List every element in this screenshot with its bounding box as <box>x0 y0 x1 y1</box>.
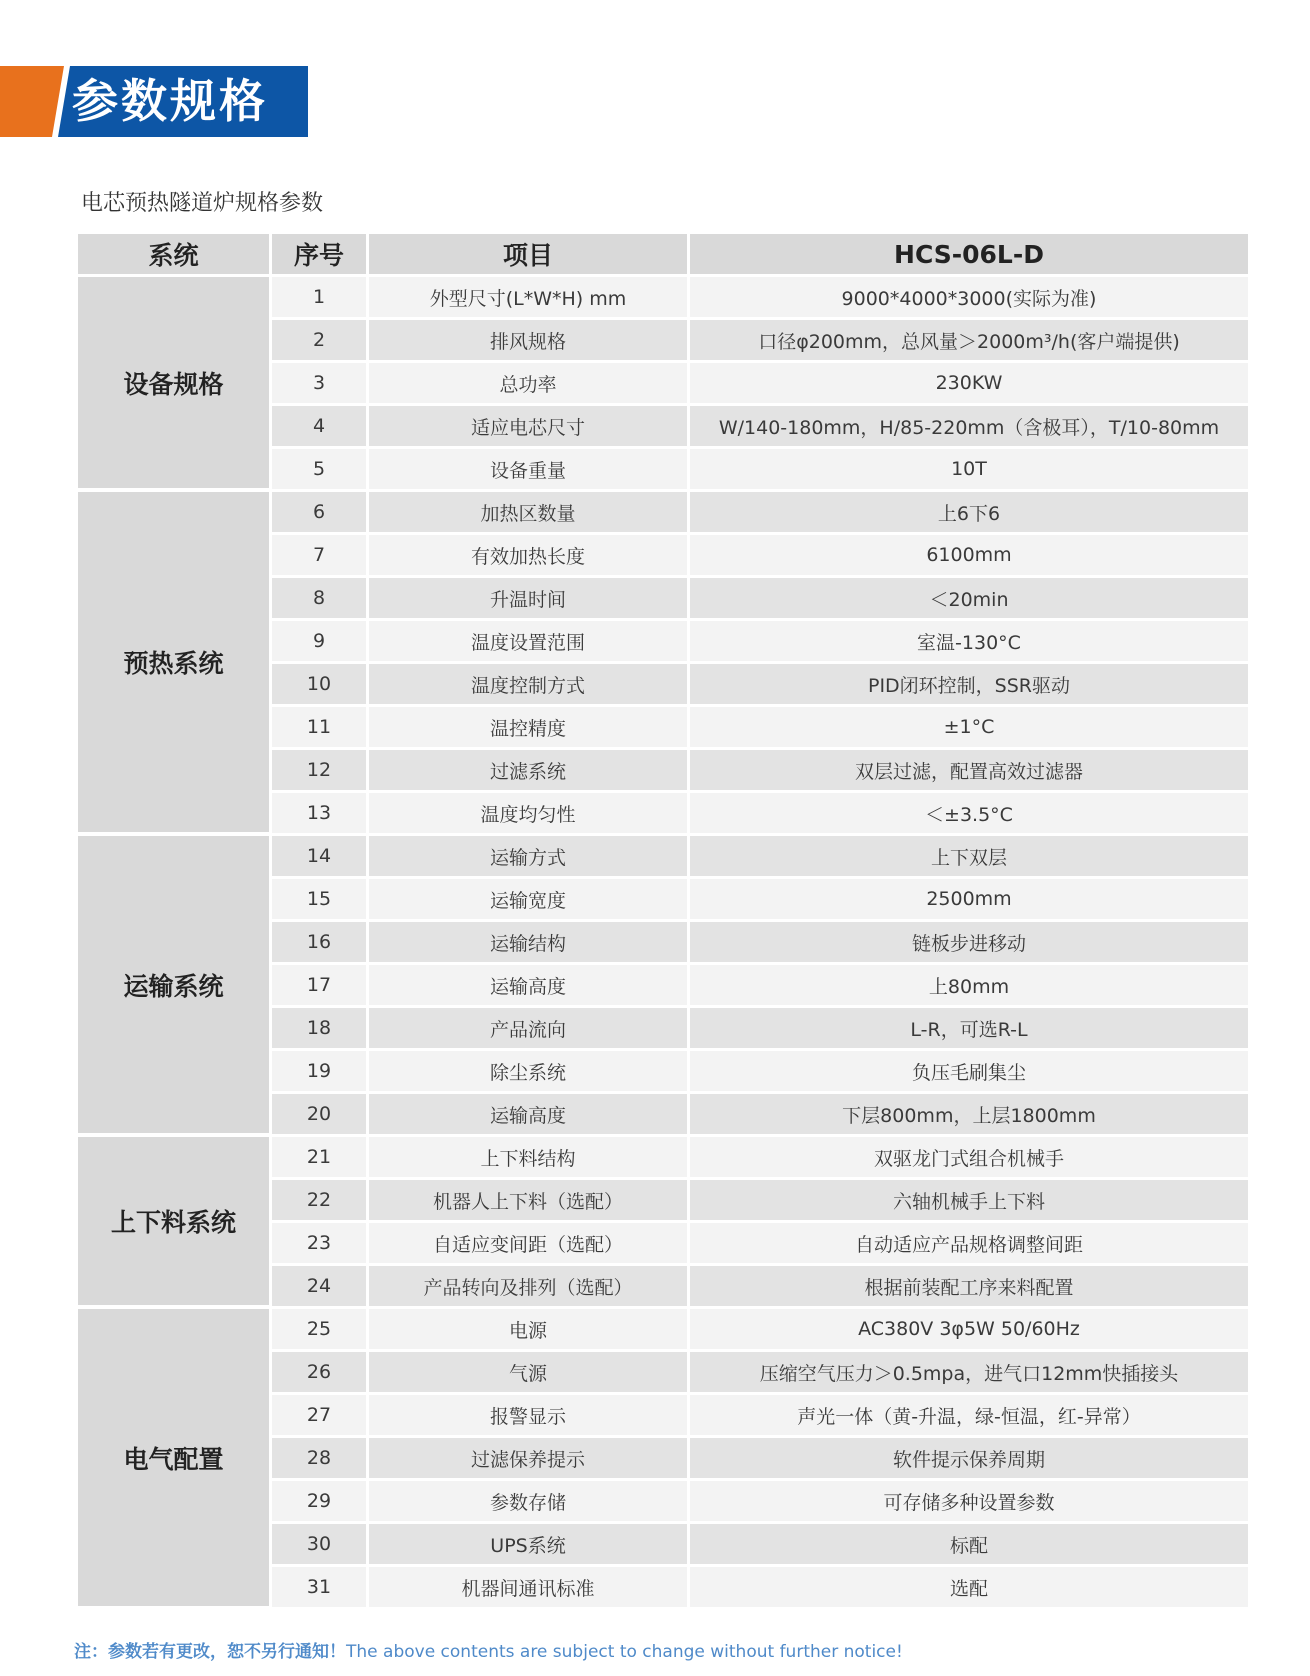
row-index: 29 <box>272 1481 369 1524</box>
row-index: 15 <box>272 879 369 922</box>
spec-table <box>78 234 1248 1610</box>
system-group-label: 电气配置 <box>78 1309 272 1610</box>
row-item: 温度均匀性 <box>369 793 690 836</box>
row-value: 软件提示保养周期 <box>690 1438 1248 1481</box>
row-value: 根据前装配工序来料配置 <box>690 1266 1248 1309</box>
row-item: 温度设置范围 <box>369 621 690 664</box>
row-item: 有效加热长度 <box>369 535 690 578</box>
row-item: 温度控制方式 <box>369 664 690 707</box>
footnote-chinese: 注：参数若有更改，恕不另行通知！ <box>74 1642 346 1662</box>
row-index: 4 <box>272 406 369 449</box>
row-index: 31 <box>272 1567 369 1610</box>
row-index: 9 <box>272 621 369 664</box>
row-value: 选配 <box>690 1567 1248 1610</box>
row-value: 6100mm <box>690 535 1248 578</box>
row-value: 标配 <box>690 1524 1248 1567</box>
row-item: 运输高度 <box>369 1094 690 1137</box>
row-index: 27 <box>272 1395 369 1438</box>
header-system: 系统 <box>78 234 272 277</box>
system-group-label: 上下料系统 <box>78 1137 272 1309</box>
row-value: W/140-180mm，H/85-220mm（含极耳），T/10-80mm <box>690 406 1248 449</box>
row-item: 加热区数量 <box>369 492 690 535</box>
row-item: 过滤保养提示 <box>369 1438 690 1481</box>
row-item: 气源 <box>369 1352 690 1395</box>
row-item: 电源 <box>369 1309 690 1352</box>
table-header-row <box>78 234 1248 277</box>
row-index: 3 <box>272 363 369 406</box>
row-value: 2500mm <box>690 879 1248 922</box>
row-index: 26 <box>272 1352 369 1395</box>
row-index: 17 <box>272 965 369 1008</box>
row-index: 16 <box>272 922 369 965</box>
page-title: 参数规格 <box>72 74 268 128</box>
footnote <box>74 1637 903 1662</box>
row-item: 运输高度 <box>369 965 690 1008</box>
row-index: 2 <box>272 320 369 363</box>
system-group-label: 预热系统 <box>78 492 272 836</box>
row-value: 口径φ200mm，总风量＞2000m³/h(客户端提供) <box>690 320 1248 363</box>
row-item: 运输结构 <box>369 922 690 965</box>
row-value: 六轴机械手上下料 <box>690 1180 1248 1223</box>
row-value: ＜±3.5°C <box>690 793 1248 836</box>
table-row <box>78 277 1248 320</box>
row-value: L-R，可选R-L <box>690 1008 1248 1051</box>
title-banner <box>0 66 308 137</box>
row-item: 运输方式 <box>369 836 690 879</box>
row-value: AC380V 3φ5W 50/60Hz <box>690 1309 1248 1352</box>
header-item: 项目 <box>369 234 690 277</box>
row-index: 1 <box>272 277 369 320</box>
row-index: 19 <box>272 1051 369 1094</box>
table-row <box>78 492 1248 535</box>
row-index: 12 <box>272 750 369 793</box>
row-item: 机器人上下料（选配） <box>369 1180 690 1223</box>
row-item: 适应电芯尺寸 <box>369 406 690 449</box>
row-item: UPS系统 <box>369 1524 690 1567</box>
row-value: ＜20min <box>690 578 1248 621</box>
footnote-english: The above contents are subject to change without further notice! <box>346 1642 903 1662</box>
row-value: 上6下6 <box>690 492 1248 535</box>
row-value: 下层800mm，上层1800mm <box>690 1094 1248 1137</box>
header-model: HCS-06L-D <box>690 234 1248 277</box>
row-value: 负压毛刷集尘 <box>690 1051 1248 1094</box>
table-row <box>78 1137 1248 1180</box>
row-item: 机器间通讯标准 <box>369 1567 690 1610</box>
row-item: 参数存储 <box>369 1481 690 1524</box>
row-index: 10 <box>272 664 369 707</box>
row-index: 30 <box>272 1524 369 1567</box>
row-value: 9000*4000*3000(实际为准) <box>690 277 1248 320</box>
banner-orange-block <box>0 66 64 137</box>
row-index: 21 <box>272 1137 369 1180</box>
row-value: 可存储多种设置参数 <box>690 1481 1248 1524</box>
row-item: 产品流向 <box>369 1008 690 1051</box>
row-item: 产品转向及排列（选配） <box>369 1266 690 1309</box>
row-index: 22 <box>272 1180 369 1223</box>
row-index: 14 <box>272 836 369 879</box>
row-value: 声光一体（黄-升温，绿-恒温，红-异常） <box>690 1395 1248 1438</box>
row-value: 压缩空气压力＞0.5mpa，进气口12mm快插接头 <box>690 1352 1248 1395</box>
row-item: 自适应变间距（选配） <box>369 1223 690 1266</box>
row-index: 13 <box>272 793 369 836</box>
row-value: 链板步进移动 <box>690 922 1248 965</box>
row-index: 24 <box>272 1266 369 1309</box>
table-subtitle: 电芯预热隧道炉规格参数 <box>81 191 324 216</box>
row-value: 自动适应产品规格调整间距 <box>690 1223 1248 1266</box>
row-value: 双驱龙门式组合机械手 <box>690 1137 1248 1180</box>
row-index: 25 <box>272 1309 369 1352</box>
row-value: 230KW <box>690 363 1248 406</box>
system-group-label: 运输系统 <box>78 836 272 1137</box>
row-item: 除尘系统 <box>369 1051 690 1094</box>
row-value: ±1°C <box>690 707 1248 750</box>
row-value: 上80mm <box>690 965 1248 1008</box>
row-item: 温控精度 <box>369 707 690 750</box>
row-item: 报警显示 <box>369 1395 690 1438</box>
row-value: 室温-130°C <box>690 621 1248 664</box>
system-group-label: 设备规格 <box>78 277 272 492</box>
row-item: 排风规格 <box>369 320 690 363</box>
row-index: 18 <box>272 1008 369 1051</box>
row-item: 运输宽度 <box>369 879 690 922</box>
row-value: 上下双层 <box>690 836 1248 879</box>
row-item: 上下料结构 <box>369 1137 690 1180</box>
row-value: 双层过滤，配置高效过滤器 <box>690 750 1248 793</box>
row-index: 28 <box>272 1438 369 1481</box>
row-index: 5 <box>272 449 369 492</box>
row-index: 6 <box>272 492 369 535</box>
row-index: 20 <box>272 1094 369 1137</box>
header-index: 序号 <box>272 234 369 277</box>
row-index: 23 <box>272 1223 369 1266</box>
row-index: 8 <box>272 578 369 621</box>
table-row <box>78 836 1248 879</box>
row-item: 设备重量 <box>369 449 690 492</box>
row-item: 过滤系统 <box>369 750 690 793</box>
row-item: 总功率 <box>369 363 690 406</box>
row-item: 外型尺寸(L*W*H) mm <box>369 277 690 320</box>
row-value: 10T <box>690 449 1248 492</box>
row-value: PID闭环控制，SSR驱动 <box>690 664 1248 707</box>
table-row <box>78 1309 1248 1352</box>
row-index: 11 <box>272 707 369 750</box>
row-item: 升温时间 <box>369 578 690 621</box>
row-index: 7 <box>272 535 369 578</box>
table-body <box>78 277 1248 1610</box>
